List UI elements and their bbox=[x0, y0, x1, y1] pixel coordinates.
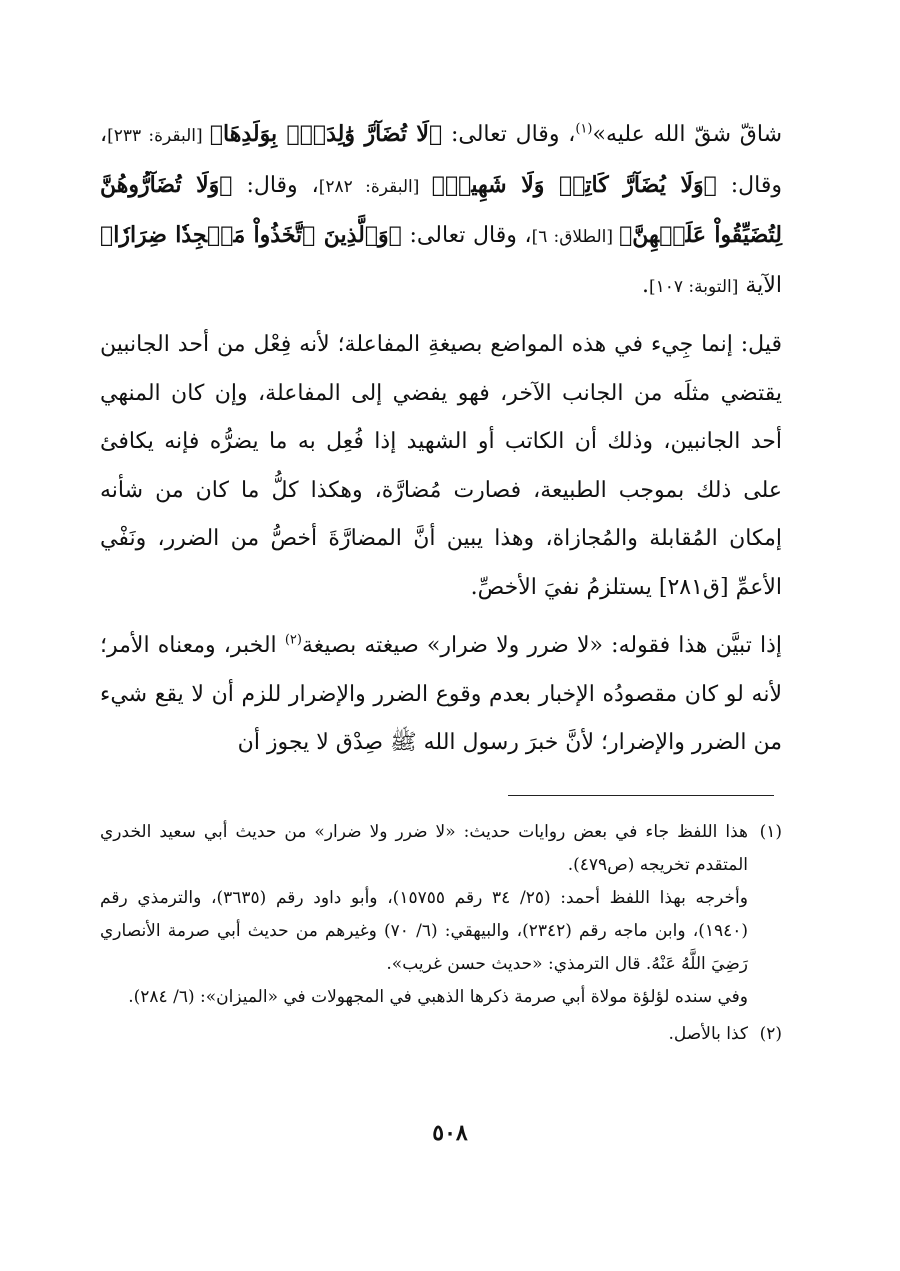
footnote-line: وأخرجه بهذا اللفظ أحمد: (٢٥/ ٣٤ رقم ١٥٧٥٥)، وأبو داود رقم (٣٦٣٥)، والترمذي رقم (١٩٤٠)، وابن ماجه رقم (٢٣٤٢)، والبيهقي: (٦/ ٧٠) وغيرهم من حديث أبي صرمة الأنصاري رَضِيَ اللَّهُ عَنْهُ. قال الترمذي: «حديث حسن غريب». bbox=[100, 888, 749, 974]
footnote-number: (١) bbox=[759, 822, 782, 842]
paragraph-3 bbox=[100, 622, 782, 768]
text-run: ، وقال تعالى: bbox=[401, 223, 532, 248]
page-number: ٥٠٨ bbox=[432, 1120, 468, 1146]
quran-verse: ﴿وَٱلَّذِينَ ٱتَّخَذُواْ مَسۡجِدٗا ضِرَارٗا﴾ bbox=[100, 222, 402, 248]
footnote-2 bbox=[100, 1018, 782, 1051]
quran-verse: ﴿وَلَا يُضَآرَّ كَاتِبٞ وَلَا شَهِيدٞ﴾ bbox=[431, 171, 717, 198]
text-run: إذا تبيَّن هذا فقوله: «لا ضرر ولا ضرار» صيغته بصيغة bbox=[301, 633, 783, 658]
text-run: ، وقال: bbox=[100, 122, 783, 198]
footnote-line: وفي سنده لؤلؤة مولاة أبي صرمة ذكرها الذهبي في المجهولات في «الميزان»: (٦/ ٢٨٤). bbox=[128, 987, 748, 1007]
verse-reference: [الطلاق: ٦] bbox=[531, 227, 620, 247]
text-run: . bbox=[641, 272, 649, 298]
quran-verse: ﴿لَا تُضَآرَّ وَٰلِدَةُۢ بِوَلَدِهَا﴾ bbox=[209, 121, 443, 147]
text-run: ، وقال تعالى: bbox=[442, 122, 576, 147]
footnote-1 bbox=[100, 816, 782, 1014]
main-text bbox=[100, 110, 782, 768]
footnote-number: (٢) bbox=[759, 1024, 782, 1044]
footnote-body bbox=[100, 816, 748, 1014]
verse-reference: [البقرة: ٢٣٣] bbox=[107, 126, 210, 146]
footnote-separator bbox=[508, 795, 774, 796]
paragraph-2: قيل: إنما جِيء في هذه المواضع بصيغةِ المفاعلة؛ لأنه فِعْل من أحد الجانبين يقتضي مثلَه من الجانب الآخر، فهو يفضي إلى المفاعلة، وإن كان المنهي أحد الجانبين، وذلك أن الكاتب أو الشهيد إذا فُعِل به ما يضرُّه فإنه يكافئ على ذلك بموجب الطبيعة، فصارت مُضارَّة، وهكذا كلُّ ما كان من شأنه إمكان المُقابلة والمُجازاة، وهذا يبين أنَّ المضارَّةَ أخصُّ من الضرر، ونَفْي الأعمِّ [ق٢٨١] يستلزمُ نفيَ الأخصِّ. bbox=[100, 332, 782, 600]
text-run: الآية bbox=[738, 272, 782, 298]
footnote-line: كذا بالأصل. bbox=[668, 1024, 748, 1044]
footnote-line: هذا اللفظ جاء في بعض روايات حديث: «لا ضرر ولا ضرار» من حديث أبي سعيد الخدري المتقدم تخريجه (ص٤٧٩). bbox=[100, 822, 748, 875]
text-run: الخبر، ومعناه الأمر؛ لأنه لو كان مقصودُه الإخبار بعدم وقوع الضرر والإضرار للزم أن لا يقع شيء من الضرر والإضرار؛ لأنَّ خبرَ رسول الله ﷺ صِدْق لا يجوز أن bbox=[100, 633, 782, 755]
page-body bbox=[100, 110, 782, 778]
verse-reference: [التوبة: ١٠٧] bbox=[648, 276, 739, 297]
text-run: ، وقال: bbox=[232, 172, 319, 198]
quran-verse: ﴿وَلَا تُضَآرُّوهُنَّ لِتُضَيِّقُواْ عَلَيۡهِنَّ﴾ bbox=[100, 171, 782, 248]
verse-reference: [البقرة: ٢٨٢] bbox=[318, 176, 432, 197]
paragraph-1 bbox=[100, 110, 782, 311]
footnote-body bbox=[100, 1018, 748, 1051]
text-run: شاقّ شقّ الله عليه» bbox=[592, 122, 783, 147]
footnote-ref-1: (١) bbox=[575, 121, 593, 137]
footnote-ref-2: (٢) bbox=[284, 632, 302, 648]
footnotes bbox=[100, 816, 782, 1051]
